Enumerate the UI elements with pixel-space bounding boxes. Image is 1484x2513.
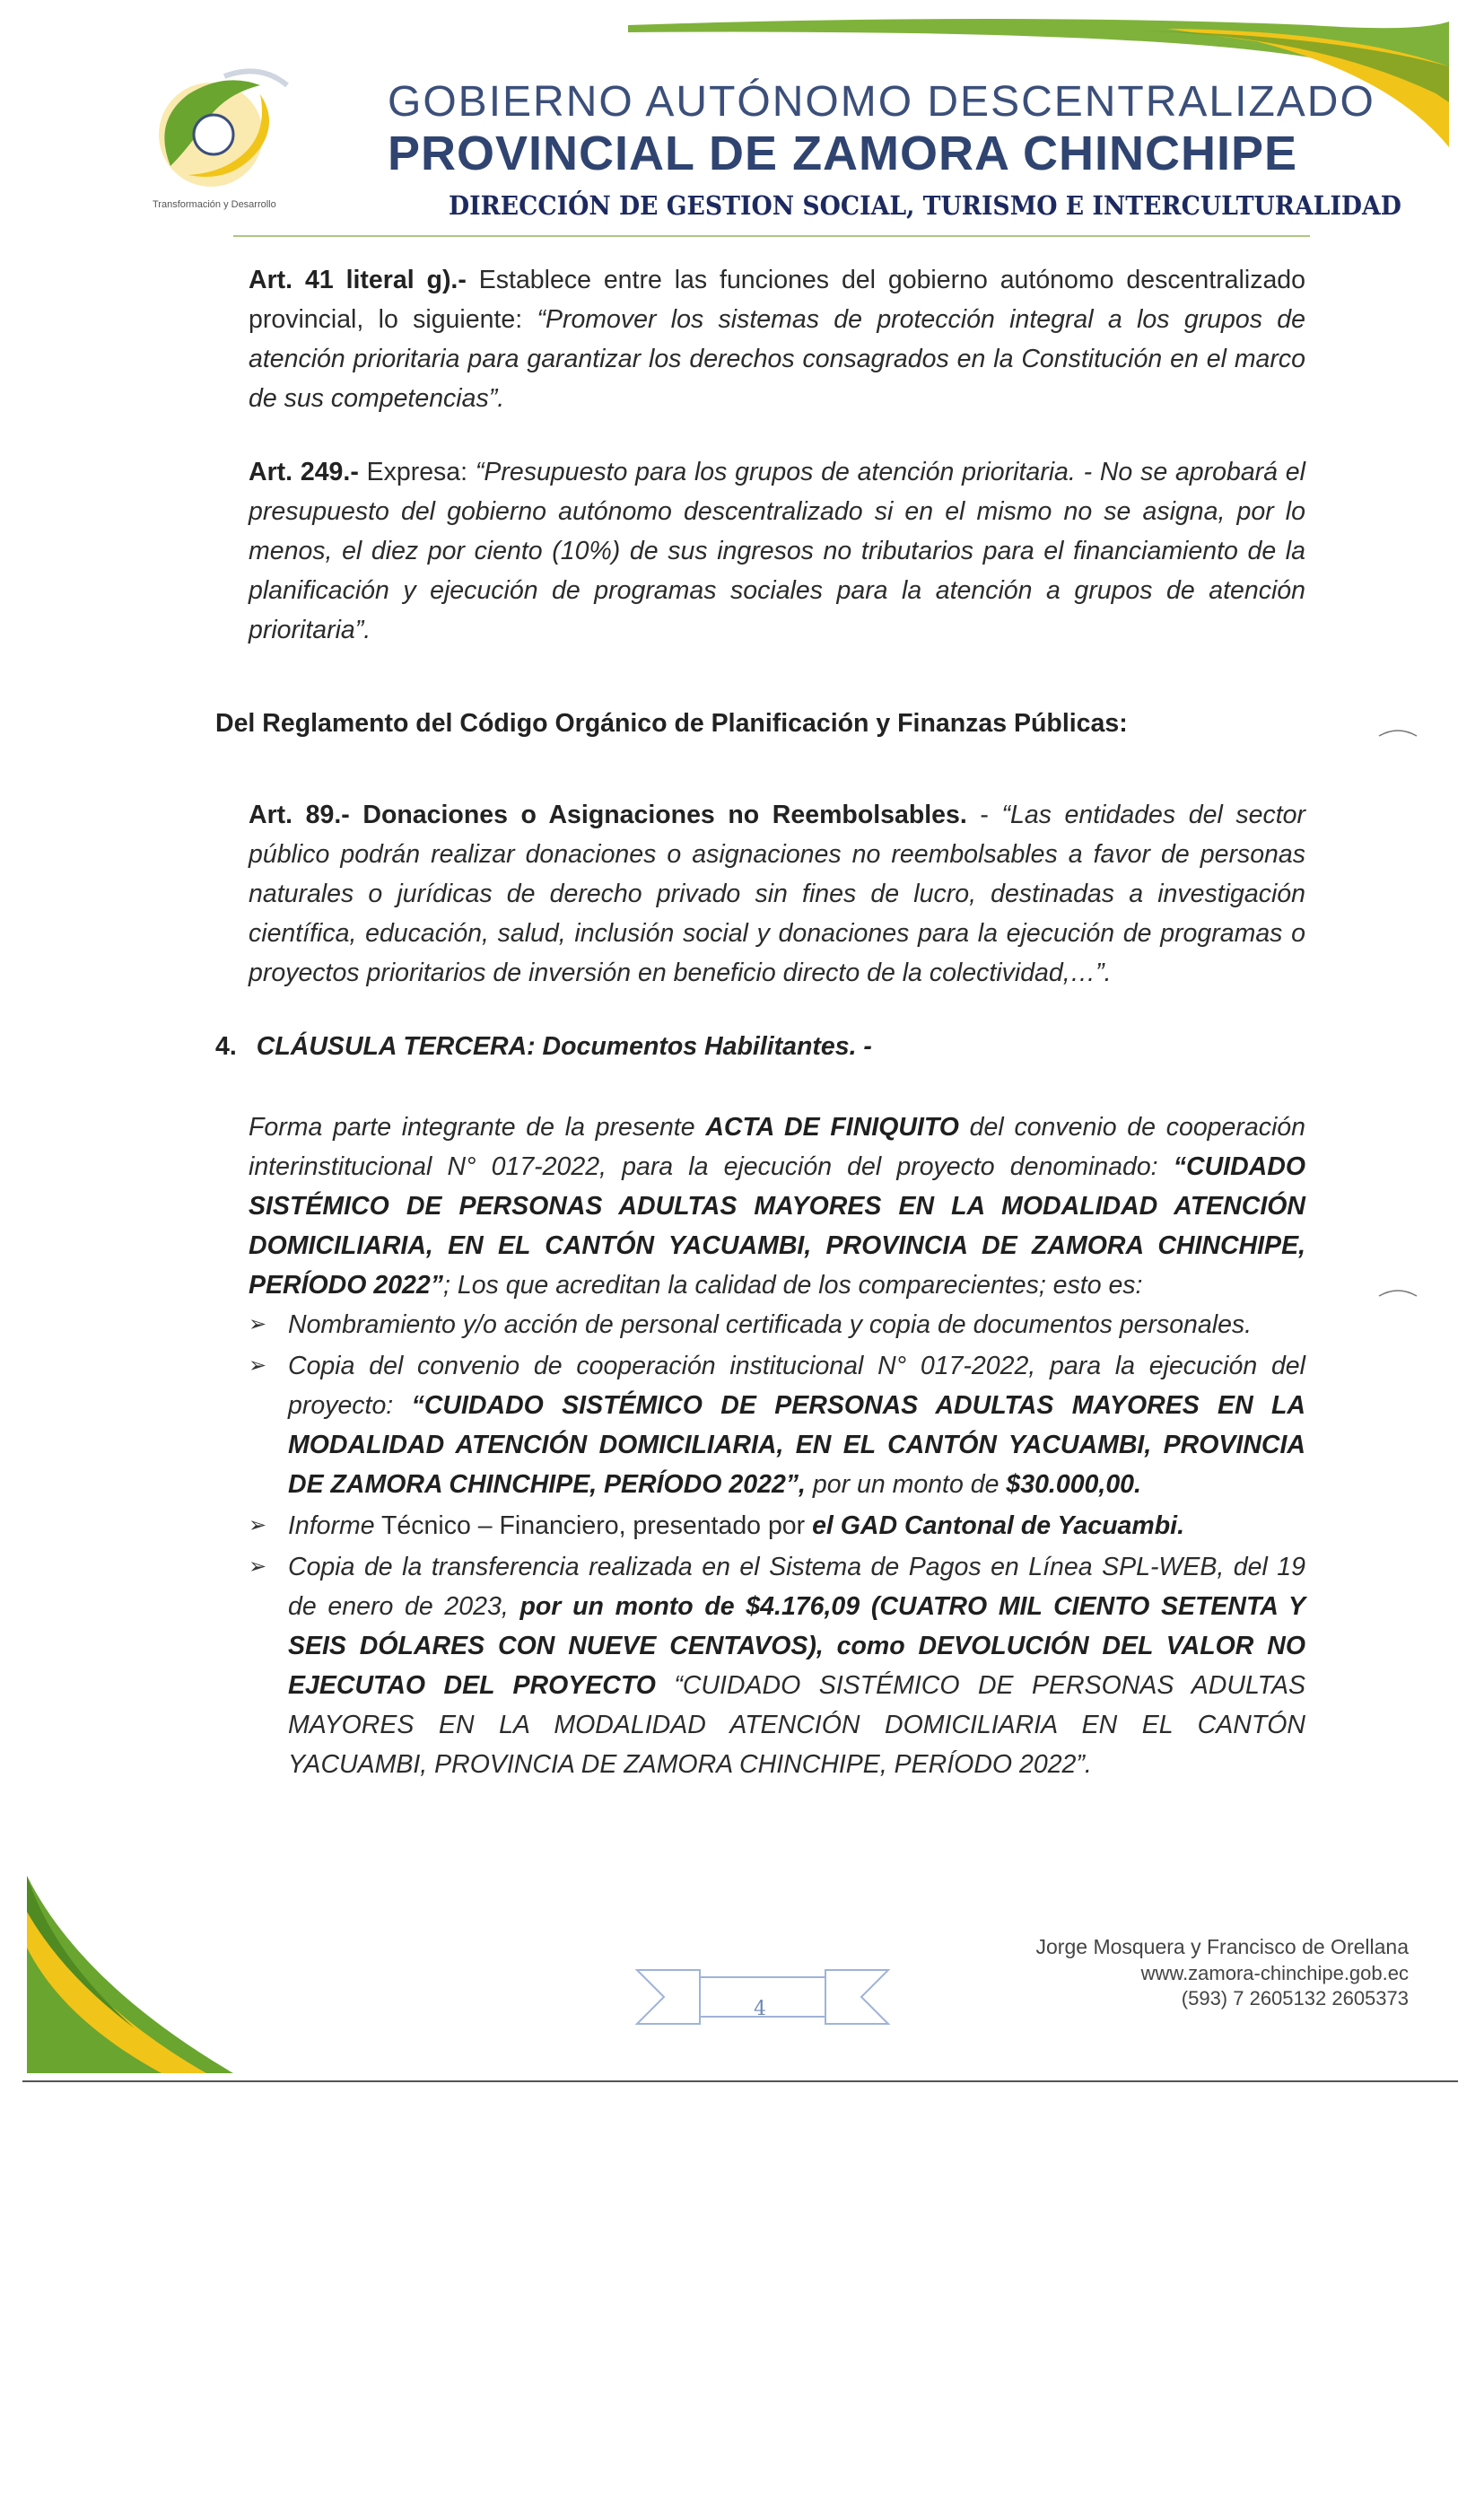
enabling-documents-list <box>249 1305 1305 1786</box>
bullet-1-text: Nombramiento y/o acción de personal certificada y copia de documentos personales. <box>288 1310 1253 1339</box>
intro-acta: ACTA DE FINIQUITO <box>705 1113 959 1142</box>
arrow-bullet-icon: ➢ <box>249 1312 267 1336</box>
clause-number: 4. <box>215 1032 237 1061</box>
directorate-name: DIRECCIÓN DE GESTION SOCIAL, TURISMO E INTERCULTURALIDAD <box>449 190 1401 221</box>
bullet-3-italic: Informe <box>288 1511 375 1540</box>
margin-mark <box>1377 725 1419 738</box>
article-89-label: Art. 89.- Donaciones o Asignaciones no Reembolsables. <box>249 801 967 829</box>
bottom-divider <box>22 2080 1458 2082</box>
article-41-label: Art. 41 literal g).- <box>249 266 467 294</box>
margin-mark <box>1377 1285 1419 1298</box>
list-item <box>249 1305 1305 1344</box>
bullet-3-text: Técnico – Financiero, presentado por <box>374 1511 813 1540</box>
article-249-text: Expresa: <box>358 458 476 486</box>
article-89-quote: “Las entidades del sector público podrán realizar donaciones o asignaciones no reembolsables a favor de personas naturales o jurídicas de derecho privado sin fines de lucro, destinadas a investigación científica, educación, salud, inclusión social y donaciones para la ejecución de programas o proyectos prioritarios de inversión en beneficio directo de la colectividad,…”. <box>249 801 1305 987</box>
header-divider <box>233 235 1310 237</box>
arrow-bullet-icon: ➢ <box>249 1554 267 1579</box>
article-41-paragraph <box>249 260 1305 418</box>
footer-website: www.zamora-chinchipe.gob.ec <box>1140 1962 1409 1984</box>
intro-project-name: “CUIDADO SISTÉMICO DE PERSONAS ADULTAS MAYORES EN LA MODALIDAD ATENCIÓN DOMICILIARIA, EN EL CANTÓN YACUAMBI, PROVINCIA DE ZAMORA CHINCHIPE, PERÍODO 2022” <box>249 1152 1305 1300</box>
organization-name-line1: GOBIERNO AUTÓNOMO DESCENTRALIZADO <box>388 78 1375 126</box>
bullet-4-text-2: “CUIDADO SISTÉMICO DE PERSONAS ADULTAS MAYORES EN LA MODALIDAD ATENCIÓN DOMICILIARIA EN EL CANTÓN YACUAMBI, PROVINCIA DE ZAMORA CHINCHIPE, PERÍODO 2022”. <box>288 1671 1305 1779</box>
article-89-text: - <box>966 801 1002 829</box>
arrow-bullet-icon: ➢ <box>249 1353 267 1378</box>
list-item <box>249 1506 1305 1545</box>
article-89-paragraph <box>249 795 1305 993</box>
article-249-quote: “Presupuesto para los grupos de atención prioritaria. - No se aprobará el presupuesto del gobierno autónomo descentralizado si en el mismo no se asigna, por lo menos, el diez por ciento (10%) de sus ingresos no tributarios para el financiamiento de la planificación y ejecución de programas sociales para la atención a grupos de atención prioritaria”. <box>249 458 1305 644</box>
reglamento-heading: Del Reglamento del Código Orgánico de Planificación y Finanzas Públicas: <box>215 709 1128 738</box>
provincial-logo-icon <box>135 58 305 202</box>
article-249-paragraph <box>249 452 1305 650</box>
list-item <box>249 1346 1305 1504</box>
page-number: 4 <box>754 1998 766 2020</box>
bullet-3-bold: el GAD Cantonal de Yacuambi. <box>812 1511 1184 1540</box>
bullet-4-bold: por un monto de $4.176,09 (CUATRO MIL CIENTO SETENTA Y SEIS DÓLARES CON NUEVE CENTAVOS), como DEVOLUCIÓN DEL VALOR NO EJECUTAO DEL PROYECTO <box>288 1592 1305 1700</box>
intro-part1: Forma parte integrante de la presente <box>249 1113 706 1142</box>
bullet-2-text: Copia del convenio de cooperación institucional N° 017-2022, para la ejecución del proyecto: <box>288 1352 1305 1420</box>
arrow-bullet-icon: ➢ <box>249 1513 267 1537</box>
clause-title: CLÁUSULA TERCERA: Documentos Habilitantes. - <box>256 1032 872 1061</box>
footer-phone: (593) 7 2605132 2605373 <box>1181 1987 1409 2010</box>
article-41-text: Establece entre las funciones del gobierno autónomo descentralizado provincial, lo siguiente: <box>249 266 1306 334</box>
clause-intro-paragraph <box>249 1108 1305 1305</box>
page-number-emblem-icon <box>628 1952 897 2042</box>
bullet-2-text-2: por un monto de <box>805 1470 1007 1499</box>
footer-address: Jorge Mosquera y Francisco de Orellana <box>1035 1935 1409 1958</box>
logo-tagline: Transformación y Desarrollo <box>153 199 276 210</box>
clause-heading <box>215 1032 872 1062</box>
intro-part3: ; Los que acreditan la calidad de los comparecientes; esto es: <box>443 1271 1143 1300</box>
intro-part2: del convenio de cooperación interinstitucional N° 017-2022, para la ejecución del proyecto denominado: <box>249 1113 1305 1181</box>
organization-name-line2: PROVINCIAL DE ZAMORA CHINCHIPE <box>388 127 1298 180</box>
bullet-2-amount: $30.000,00. <box>1006 1470 1141 1499</box>
list-item <box>249 1547 1305 1784</box>
bullet-2-project: “CUIDADO SISTÉMICO DE PERSONAS ADULTAS MAYORES EN LA MODALIDAD ATENCIÓN DOMICILIARIA, EN EL CANTÓN YACUAMBI, PROVINCIA DE ZAMORA CHINCHIPE, PERÍODO 2022”, <box>288 1391 1305 1499</box>
article-41-quote: “Promover los sistemas de protección integral a los grupos de atención prioritaria para garantizar los derechos consagrados en la Constitución en el marco de sus competencias”. <box>249 305 1306 413</box>
article-249-label: Art. 249.- <box>249 458 359 486</box>
footer-swoosh-decoration <box>27 1876 296 2073</box>
bullet-4-text: Copia de la transferencia realizada en el Sistema de Pagos en Línea SPL-WEB, del 19 de enero de 2023, <box>288 1553 1305 1621</box>
